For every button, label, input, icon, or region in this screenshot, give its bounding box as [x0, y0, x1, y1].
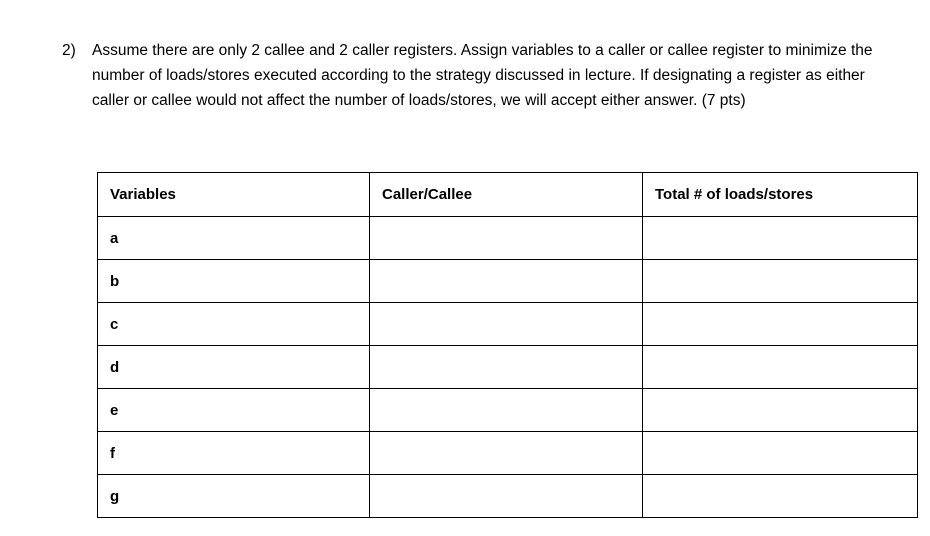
cell-variable: e [98, 389, 370, 432]
cell-caller-callee[interactable] [370, 432, 643, 475]
answer-table [97, 172, 918, 518]
cell-total[interactable] [643, 303, 918, 346]
column-header-variables: Variables [98, 173, 370, 217]
cell-total[interactable] [643, 346, 918, 389]
table-row [98, 260, 918, 303]
question-text: Assume there are only 2 callee and 2 caller registers. Assign variables to a caller or callee register to minimize the number of loads/stores executed according to the strategy discussed in lecture. If designating a register as either caller or callee would not affect the number of loads/stores, we will accept either answer. (7 pts) [92, 42, 873, 109]
table-row [98, 475, 918, 518]
question-block [62, 38, 882, 113]
table-row [98, 389, 918, 432]
table-row [98, 217, 918, 260]
cell-variable: c [98, 303, 370, 346]
table-row [98, 432, 918, 475]
cell-caller-callee[interactable] [370, 389, 643, 432]
cell-variable: a [98, 217, 370, 260]
table-row [98, 346, 918, 389]
column-header-total-loads-stores: Total # of loads/stores [643, 173, 918, 217]
cell-total[interactable] [643, 260, 918, 303]
question-number: 2) [62, 42, 76, 59]
cell-caller-callee[interactable] [370, 303, 643, 346]
column-header-caller-callee: Caller/Callee [370, 173, 643, 217]
cell-total[interactable] [643, 389, 918, 432]
cell-variable: g [98, 475, 370, 518]
cell-total[interactable] [643, 217, 918, 260]
answer-table-container [97, 172, 878, 518]
table-row [98, 303, 918, 346]
cell-variable: f [98, 432, 370, 475]
cell-caller-callee[interactable] [370, 346, 643, 389]
table-header-row [98, 173, 918, 217]
cell-variable: b [98, 260, 370, 303]
cell-total[interactable] [643, 432, 918, 475]
cell-total[interactable] [643, 475, 918, 518]
cell-variable: d [98, 346, 370, 389]
cell-caller-callee[interactable] [370, 217, 643, 260]
cell-caller-callee[interactable] [370, 260, 643, 303]
cell-caller-callee[interactable] [370, 475, 643, 518]
